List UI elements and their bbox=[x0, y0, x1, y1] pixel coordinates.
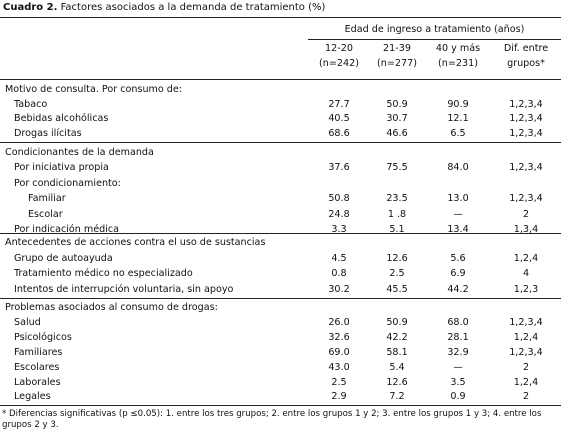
table-cell: 90.9 bbox=[447, 98, 469, 110]
table-cell: 27.7 bbox=[328, 98, 350, 110]
table-cell: 69.0 bbox=[328, 346, 350, 358]
table-cell: — bbox=[453, 361, 463, 373]
table-cell: 32.9 bbox=[447, 346, 469, 358]
table-cell: 43.0 bbox=[328, 361, 350, 373]
row-label: Escolar bbox=[28, 208, 63, 220]
table-cell: 68.0 bbox=[447, 316, 469, 328]
table-cell: 75.5 bbox=[386, 162, 408, 174]
table-cell: 24.8 bbox=[328, 208, 350, 220]
table-cell: 1,2,3,4 bbox=[509, 316, 543, 328]
table-number: Cuadro 2. bbox=[3, 2, 58, 13]
table-cell: — bbox=[453, 208, 463, 220]
table-cell: 5.6 bbox=[450, 252, 466, 264]
section-rule bbox=[0, 233, 561, 234]
table-cell: 4.5 bbox=[331, 252, 347, 264]
table-cell: 2.5 bbox=[389, 268, 405, 280]
row-label: Psicológicos bbox=[14, 331, 72, 343]
row-label: Salud bbox=[14, 316, 41, 328]
row-label: Por iniciativa propia bbox=[14, 162, 109, 174]
section-heading: Antecedentes de acciones contra el uso de sustancias bbox=[5, 237, 266, 248]
table-cell: 0.8 bbox=[331, 268, 347, 280]
table-cell: 3.3 bbox=[331, 224, 347, 235]
column-header-line2: (n=242) bbox=[319, 58, 359, 69]
row-label: Laborales bbox=[14, 376, 61, 388]
table-caption: Factores asociados a la demanda de tratamiento (%) bbox=[60, 2, 326, 13]
table-cell: 12.1 bbox=[447, 113, 469, 124]
top-rule bbox=[0, 17, 561, 18]
table-cell: 7.2 bbox=[389, 391, 405, 403]
table-cell: 12.6 bbox=[386, 252, 408, 264]
footnote: * Diferencias significativas (p ≤0.05): 1. entre los tres grupos; 2. entre los grupos 1 y 2; 3. entre los grupos 1 y 3; 4. entre los grupos 2 y 3. bbox=[2, 409, 542, 430]
table-cell: 1,2,3,4 bbox=[509, 162, 543, 174]
table-cell: 6.9 bbox=[450, 268, 466, 280]
row-label: Escolares bbox=[14, 361, 60, 373]
column-header-line1: 12-20 bbox=[325, 43, 353, 54]
row-label: Familiares bbox=[14, 346, 63, 358]
table-cell: 26.0 bbox=[328, 316, 350, 328]
table-cell: 50.9 bbox=[386, 316, 408, 328]
row-label: Legales bbox=[14, 391, 51, 403]
table-cell: 84.0 bbox=[447, 162, 469, 174]
table-cell: 2 bbox=[522, 361, 530, 373]
group-underline bbox=[308, 39, 561, 40]
section-heading: Motivo de consulta. Por consumo de: bbox=[5, 84, 183, 95]
row-label: Tabaco bbox=[14, 98, 48, 110]
table-cell: 50.8 bbox=[328, 193, 350, 205]
row-label: Drogas ilícitas bbox=[14, 127, 82, 139]
table-cell: 1,2,4 bbox=[513, 331, 539, 343]
row-label: Por condicionamiento: bbox=[14, 177, 121, 189]
table-cell: 23.5 bbox=[386, 193, 408, 205]
row-label: Por indicación médica bbox=[14, 224, 120, 235]
table-cell: 1 .8 bbox=[387, 208, 407, 220]
table-cell: 2.5 bbox=[331, 376, 347, 388]
table-cell: 50.9 bbox=[386, 98, 408, 110]
section-rule bbox=[0, 298, 561, 299]
row-label: Intentos de interrupción voluntaria, sin apoyo bbox=[14, 284, 234, 296]
section-rule bbox=[0, 142, 561, 143]
table-cell: 2.9 bbox=[331, 391, 347, 403]
table-cell: 3.5 bbox=[450, 376, 466, 388]
table-cell: 28.1 bbox=[447, 331, 469, 343]
table-cell: 30.2 bbox=[328, 284, 350, 296]
table-cell: 32.6 bbox=[328, 331, 350, 343]
table-cell: 42.2 bbox=[386, 331, 408, 343]
table-cell: 6.5 bbox=[450, 127, 466, 139]
table-cell: 0.9 bbox=[450, 391, 466, 403]
table-cell: 1,2,4 bbox=[513, 376, 539, 388]
column-header-line1: Dif. entre bbox=[503, 43, 549, 54]
table-cell: 40.5 bbox=[328, 113, 350, 124]
section-heading: Condicionantes de la demanda bbox=[5, 147, 154, 158]
row-label: Grupo de autoayuda bbox=[14, 252, 113, 264]
table-cell: 4 bbox=[522, 268, 530, 280]
table-cell: 5.4 bbox=[389, 361, 405, 373]
column-header-line2: (n=231) bbox=[438, 58, 478, 69]
table-cell: 30.7 bbox=[386, 113, 408, 124]
table-cell: 58.1 bbox=[386, 346, 408, 358]
header-rule bbox=[0, 79, 561, 80]
row-label: Bebidas alcohólicas bbox=[14, 113, 109, 124]
table-cell: 1,2,3,4 bbox=[509, 113, 543, 124]
row-label: Familiar bbox=[28, 193, 66, 205]
table-cell: 37.6 bbox=[328, 162, 350, 174]
table-cell: 5.1 bbox=[389, 224, 405, 235]
table-cell: 1,2,3,4 bbox=[509, 98, 543, 110]
table-cell: 13.0 bbox=[447, 193, 469, 205]
bottom-rule bbox=[0, 405, 561, 406]
table-cell: 1,3,4 bbox=[513, 224, 539, 235]
table-cell: 1,2,3 bbox=[513, 284, 539, 296]
row-label: Tratamiento médico no especializado bbox=[14, 268, 193, 280]
table-cell: 13.4 bbox=[447, 224, 469, 235]
table-cell: 46.6 bbox=[386, 127, 408, 139]
table-cell: 1,2,3,4 bbox=[509, 127, 543, 139]
table-cell: 1,2,3,4 bbox=[509, 193, 543, 205]
table-cell: 45.5 bbox=[386, 284, 408, 296]
table-cell: 1,2,3,4 bbox=[509, 346, 543, 358]
column-header-line1: 40 y más bbox=[435, 43, 481, 54]
table-cell: 68.6 bbox=[328, 127, 350, 139]
column-header-line2: (n=277) bbox=[377, 58, 417, 69]
table-cell: 2 bbox=[522, 391, 530, 403]
table-cell: 2 bbox=[522, 208, 530, 220]
column-header-line2: grupos* bbox=[507, 58, 545, 69]
table-cell: 1,2,4 bbox=[513, 252, 539, 264]
table-title bbox=[3, 2, 325, 13]
table-cell: 12.6 bbox=[386, 376, 408, 388]
column-group-header: Edad de ingreso a tratamiento (años) bbox=[344, 24, 525, 35]
section-heading: Problemas asociados al consumo de drogas: bbox=[5, 302, 218, 313]
column-header-line1: 21-39 bbox=[383, 43, 411, 54]
table-cell: 44.2 bbox=[447, 284, 469, 296]
